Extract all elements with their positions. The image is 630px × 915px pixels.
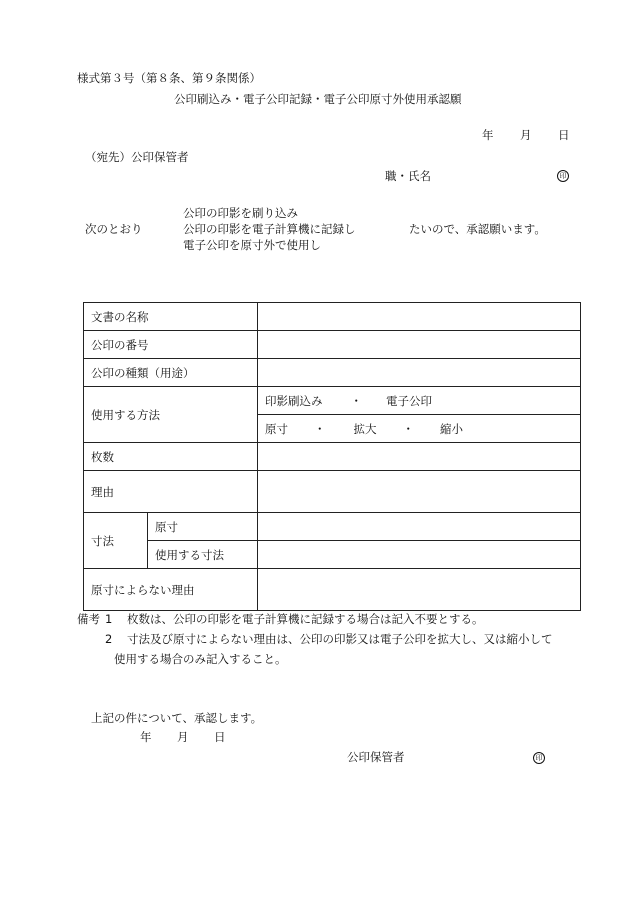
option-original-size: 原寸	[265, 421, 288, 436]
field-seal-type[interactable]	[258, 359, 581, 387]
note-2-number: 2	[105, 632, 113, 646]
field-reason[interactable]	[258, 471, 581, 513]
separator: ・	[350, 393, 362, 408]
field-sheets[interactable]	[258, 443, 581, 471]
keeper-label: 公印保管者	[347, 750, 405, 764]
row-method-1	[84, 387, 581, 415]
field-method-kind[interactable]	[258, 387, 581, 415]
date-day: 日	[558, 128, 570, 142]
row-reason	[84, 471, 581, 513]
row-size-original	[84, 513, 581, 541]
row-size-used	[84, 541, 581, 569]
approval-year: 年	[140, 730, 152, 744]
row-sheets	[84, 443, 581, 471]
label-seal-type: 公印の種類（用途）	[84, 359, 258, 387]
row-nonstandard-reason	[84, 569, 581, 611]
field-size-original[interactable]	[258, 513, 581, 541]
note-2-line-1: 寸法及び原寸によらない理由は、公印の印影又は電子公印を拡大し、又は縮小して	[127, 632, 553, 646]
application-table	[83, 302, 581, 611]
label-seal-number: 公印の番号	[84, 331, 258, 359]
field-doc-name[interactable]	[258, 303, 581, 331]
label-size: 寸法	[84, 513, 148, 569]
option-electronic-seal: 電子公印	[386, 393, 432, 408]
option-enlarge: 拡大	[353, 421, 377, 436]
request-option-1: 公印の印影を刷り込み	[183, 206, 298, 220]
option-reduce: 縮小	[440, 421, 463, 436]
applicant-label: 職・氏名	[385, 169, 431, 183]
label-reason: 理由	[84, 471, 258, 513]
field-nonstandard-reason[interactable]	[258, 569, 581, 611]
field-size-used[interactable]	[258, 541, 581, 569]
label-nonstandard-reason: 原寸によらない理由	[84, 569, 258, 611]
request-option-3: 電子公印を原寸外で使用し	[183, 238, 321, 252]
seal-mark-applicant: 印	[557, 170, 569, 182]
seal-mark-keeper: 印	[533, 752, 545, 764]
note-1: 枚数は、公印の印影を電子計算機に記録する場合は記入不要とする。	[127, 612, 484, 626]
addressee: （宛先）公印保管者	[85, 150, 189, 164]
form-title: 公印刷込み・電子公印記録・電子公印原寸外使用承認願	[174, 92, 462, 106]
label-size-original: 原寸	[148, 513, 258, 541]
approval-text: 上記の件について、承認します。	[91, 711, 263, 725]
option-imprint: 印影刷込み	[265, 393, 323, 408]
approval-month: 月	[177, 730, 189, 744]
separator: ・	[402, 421, 414, 436]
label-sheets: 枚数	[84, 443, 258, 471]
label-size-used: 使用する寸法	[148, 541, 258, 569]
separator: ・	[314, 421, 326, 436]
date-month: 月	[520, 128, 532, 142]
approval-day: 日	[214, 730, 226, 744]
row-seal-type	[84, 359, 581, 387]
request-suffix: たいので、承認願います。	[409, 222, 546, 236]
field-method-size[interactable]	[258, 415, 581, 443]
row-seal-number	[84, 331, 581, 359]
request-prefix: 次のとおり	[85, 222, 143, 236]
field-seal-number[interactable]	[258, 331, 581, 359]
note-2-line-2: 使用する場合のみ記入すること。	[114, 652, 287, 666]
label-doc-name: 文書の名称	[84, 303, 258, 331]
date-year: 年	[482, 128, 494, 142]
request-option-2: 公印の印影を電子計算機に記録し	[183, 222, 356, 236]
notes-label: 備考	[77, 612, 100, 626]
note-1-number: 1	[105, 612, 113, 626]
label-method: 使用する方法	[84, 387, 258, 443]
row-doc-name	[84, 303, 581, 331]
form-number: 様式第３号（第８条、第９条関係）	[77, 71, 261, 85]
